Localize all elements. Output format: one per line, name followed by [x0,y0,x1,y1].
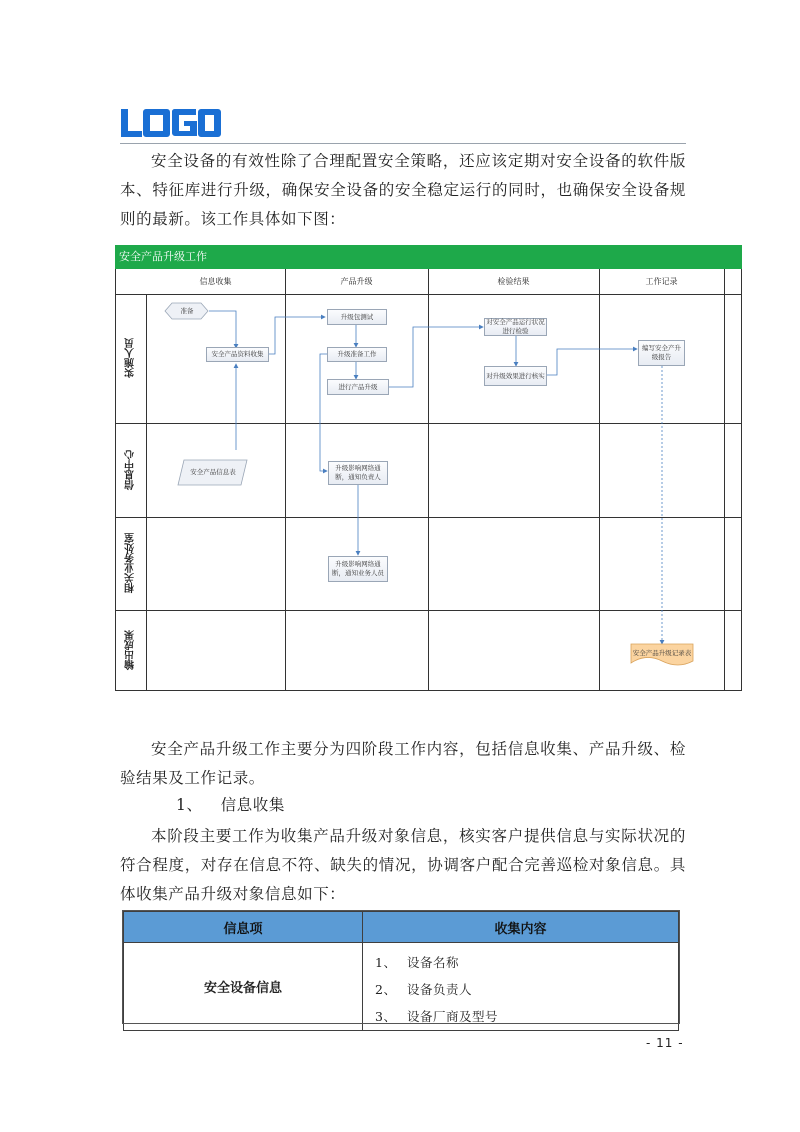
section-paragraph: 本阶段主要工作为收集产品升级对象信息，核实客户提供信息与实际状况的符合程度，对存在信息不符、缺失的情况，协调客户配合完善巡检对象信息。具体收集产品升级对象信息如下： [120,827,686,903]
column-header-record: 工作记录 [645,277,678,286]
summary-paragraph: 安全产品升级工作主要分为四阶段工作内容，包括信息收集、产品升级、检验结果及工作记录。 [120,740,686,787]
list-item-text: 设备负责人 [407,982,473,997]
column-header-info: 信息收集 [199,277,232,286]
section-number: 1、 [176,796,203,814]
list-item-number: 3、 [375,1009,397,1024]
table-header-item: 信息项 [124,912,363,943]
node-check-status: 对安全产品运行状况进行检验 [484,318,547,336]
list-item [363,976,678,1003]
node-notify-business: 升级影响网络通断，通知业务人员 [328,556,388,582]
table-header-content: 收集内容 [363,912,679,943]
node-notify-center: 升级影响网络通断，通知负责人 [328,461,388,485]
list-item [363,1003,678,1030]
node-upgrade-test: 升级包测试 [327,309,387,325]
column-header-check: 检验结果 [497,277,530,286]
header-divider [120,143,686,144]
intro-paragraph: 安全设备的有效性除了合理配置安全策略，还应该定期对安全设备的软件版本、特征库进行升级，确保安全设备的安全稳定运行的同时，也确保安全设备规则的最新。该工作具体如下图： [120,152,686,228]
lane-label-implementer: 实施人员 [125,338,137,379]
logo [121,107,221,139]
column-header-upgrade: 产品升级 [340,277,373,286]
table-row [124,943,679,1031]
upgrade-flowchart [115,245,742,691]
info-table [123,911,679,1031]
list-item [363,949,678,976]
section-title: 信息收集 [220,796,285,814]
list-item-number: 2、 [375,982,397,997]
table-header-row [124,912,679,943]
list-item-number: 1、 [375,955,397,970]
list-item-text: 设备厂商及型号 [407,1009,499,1024]
table-cell-item: 安全设备信息 [124,943,363,1031]
node-info-table: 安全产品信息表 [190,468,236,476]
lane-label-business: 相关业务处室 [125,533,137,594]
flowchart-title: 安全产品升级工作 [115,245,742,269]
section-heading [176,793,285,815]
node-upgrade-prep: 升级准备工作 [327,347,387,362]
node-write-report: 编写安全产升级报告 [638,340,685,366]
table-cell-contents [363,943,679,1031]
node-verify-result: 对升级效果进行核实 [484,366,547,386]
lane-label-output: 输出成果 [125,630,137,671]
node-prepare: 准备 [180,306,194,315]
page-number: - 11 - [646,1036,684,1050]
list-item-text: 设备名称 [407,955,460,970]
node-do-upgrade: 进行产品升级 [327,379,389,395]
lane-label-info-center: 信息中心 [125,450,137,490]
node-collect: 安全产品资料收集 [206,347,269,362]
node-record-table: 安全产品升级记录表 [632,648,692,657]
